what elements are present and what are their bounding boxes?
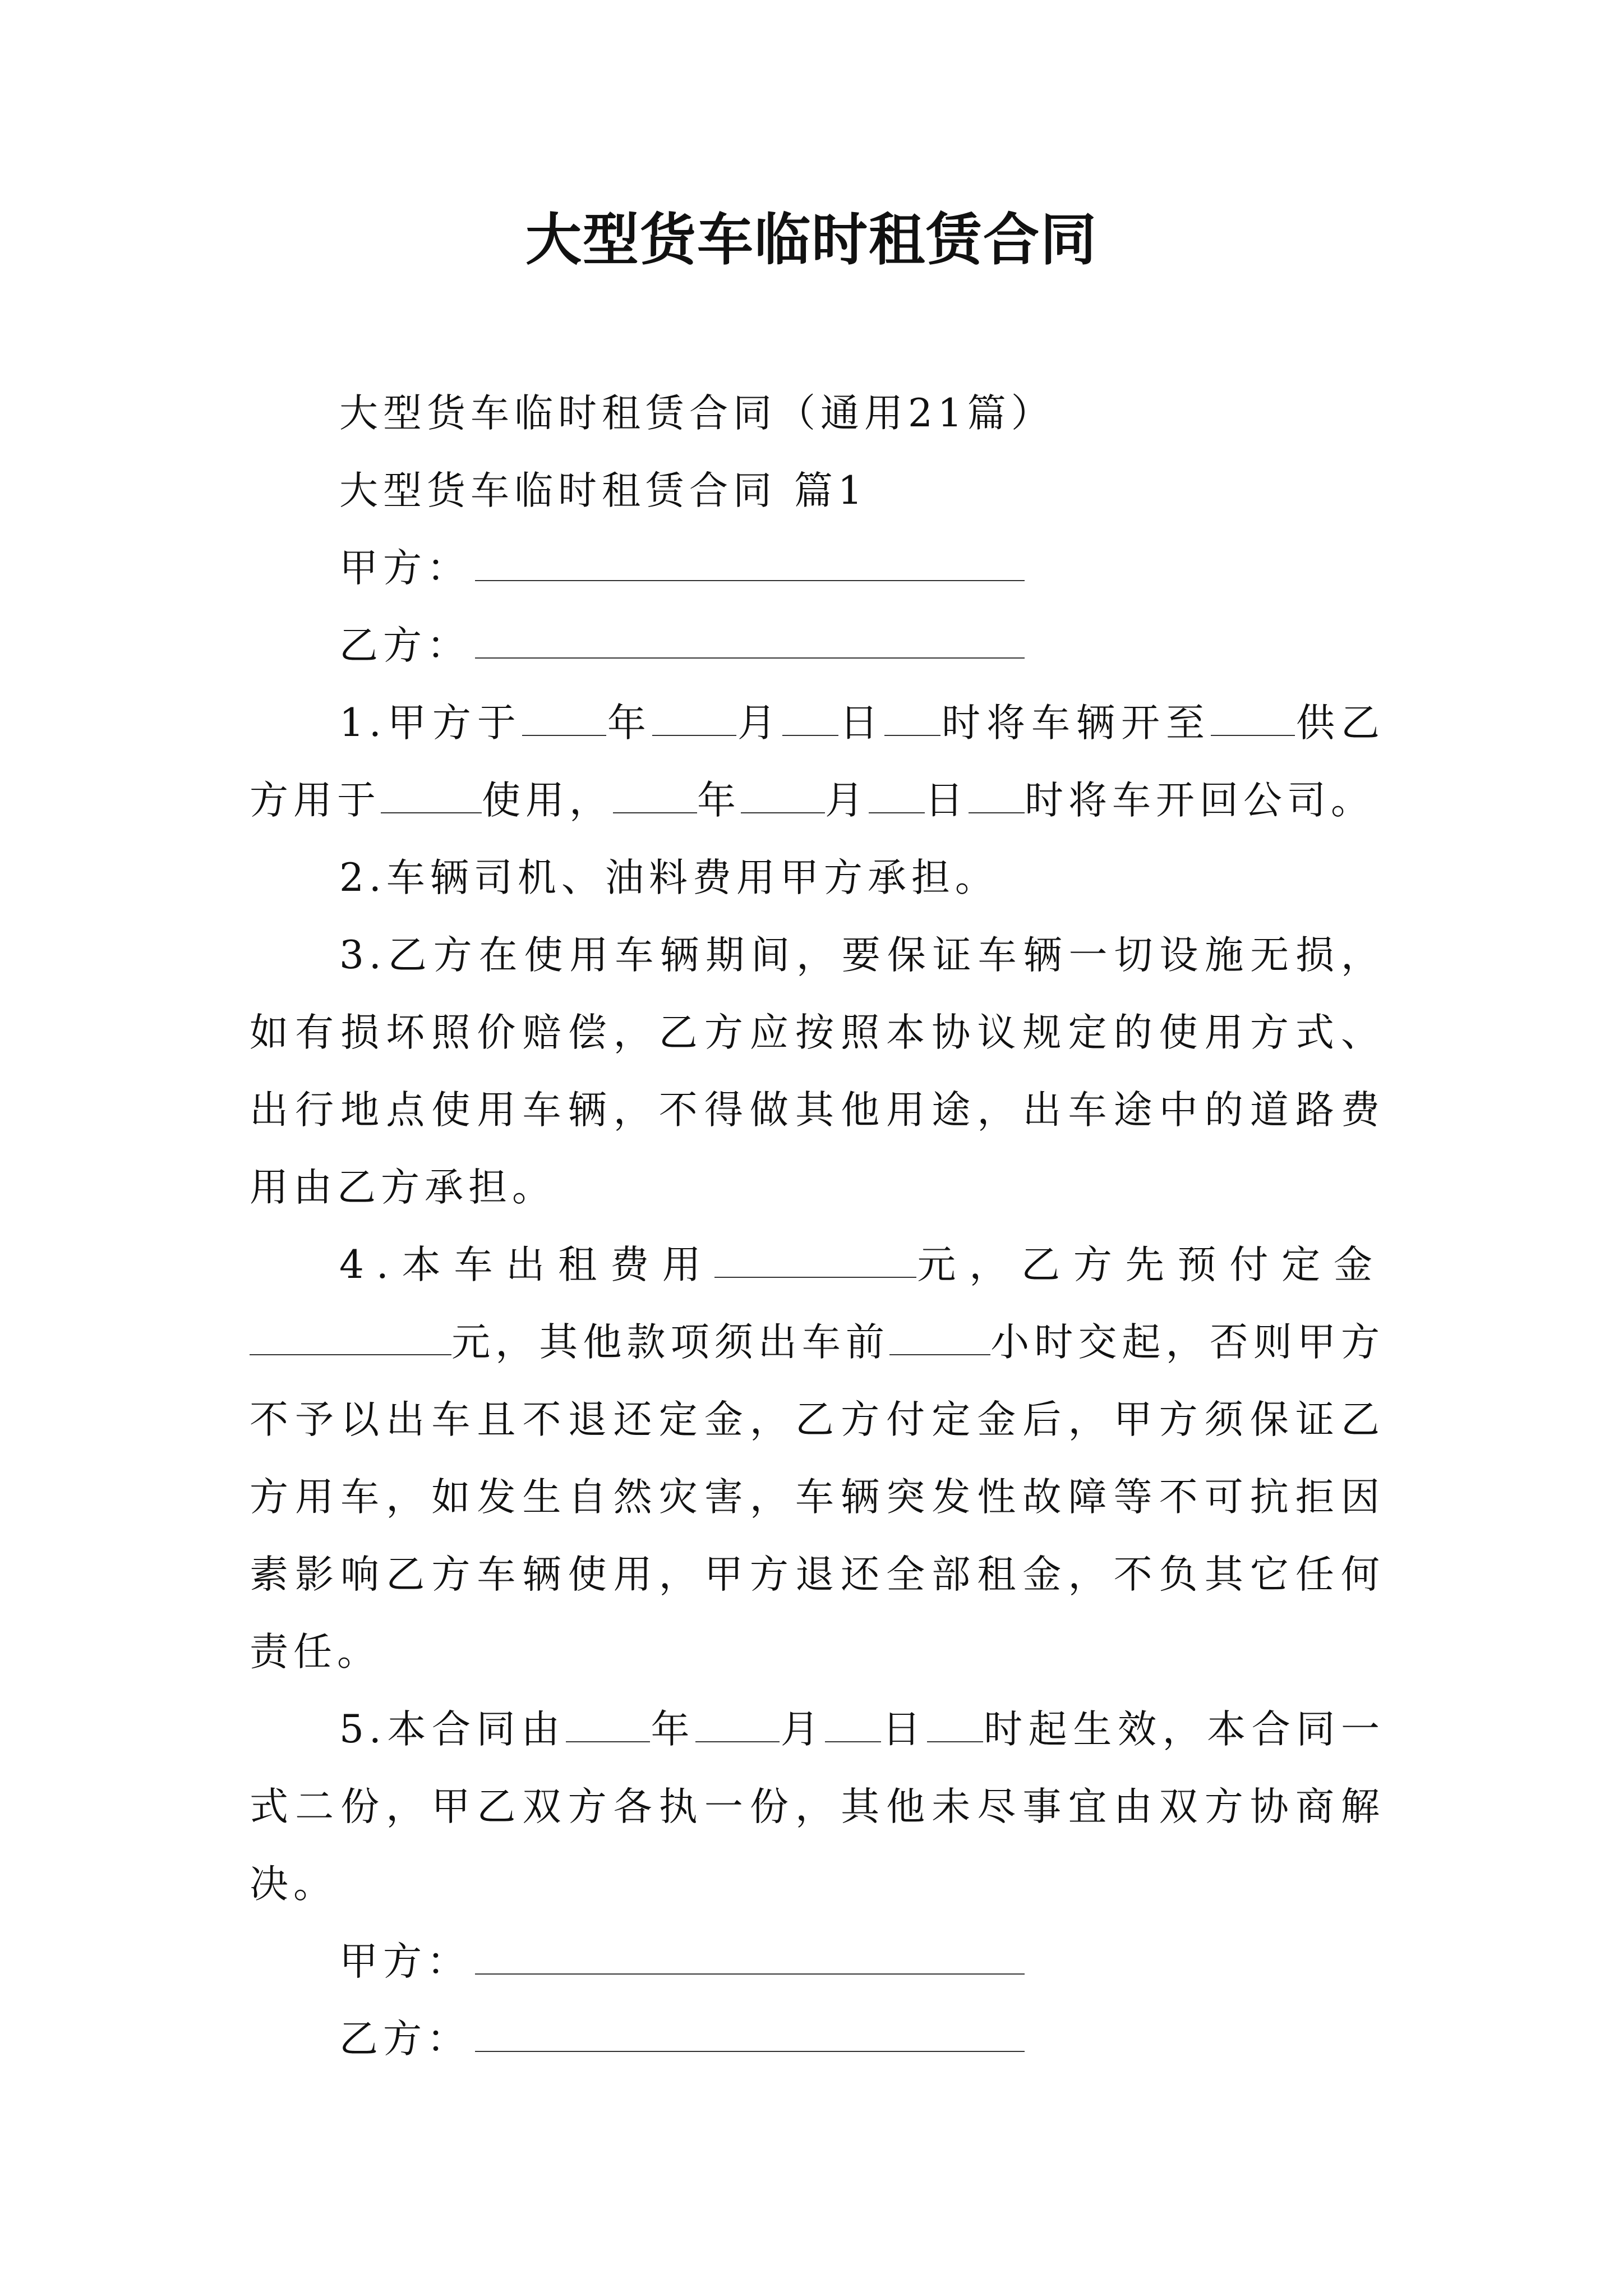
signature-party-a-label: 甲方： xyxy=(339,1939,471,1984)
blank xyxy=(782,707,838,736)
blank xyxy=(695,1713,780,1742)
party-b-line xyxy=(250,607,1385,684)
clause-1-day: 日 xyxy=(838,701,884,746)
blank xyxy=(250,1326,451,1355)
section-heading: 大型货车临时租赁合同 篇1 xyxy=(339,468,868,513)
clause-1-text: 使用， xyxy=(482,778,613,823)
clause-1-text: 时将车辆开至 xyxy=(940,701,1211,746)
blank xyxy=(741,784,825,813)
blank xyxy=(927,1713,983,1742)
blank xyxy=(381,784,482,813)
clause-1-year: 年 xyxy=(606,701,652,746)
clause-5-day: 日 xyxy=(881,1707,927,1752)
blank xyxy=(869,784,925,813)
clause-3: 3.乙方在使用车辆期间，要保证车辆一切设施无损，如有损坏照价赔偿，乙方应按照本协议规定的使用方式、出行地点使用车辆，不得做其他用途，出车途中的道路费用由乙方承担。 xyxy=(250,933,1385,1210)
signature-party-b-label: 乙方： xyxy=(339,2017,471,2062)
blank xyxy=(969,784,1025,813)
clause-4-text: 小时交起，否则甲方不予以出车且不退还定金，乙方付定金后，甲方须保证乙方用车，如发生自然灾害，车辆突发性故障等不可抗拒因素影响乙方车辆使用，甲方退还全部租金，不负其它任何责任。 xyxy=(250,1320,1385,1674)
clause-1-month: 月 xyxy=(825,778,869,823)
blank xyxy=(714,1249,916,1278)
clause-2: 2.车辆司机、油料费用甲方承担。 xyxy=(339,855,999,900)
clause-4-text: 元，其他款项须出车前 xyxy=(451,1320,890,1365)
blank xyxy=(825,1713,881,1742)
clause-1-text: 时将车开回公司。 xyxy=(1025,778,1375,823)
blank xyxy=(1211,707,1295,736)
blank xyxy=(613,784,697,813)
clause-5-year: 年 xyxy=(649,1707,696,1752)
signature-party-a xyxy=(250,1923,1385,2000)
blank xyxy=(566,1713,650,1742)
document-body xyxy=(250,375,1385,2078)
clause-1-text: 供乙方用于 xyxy=(250,701,1385,823)
blank xyxy=(522,707,606,736)
clause-4 xyxy=(250,1226,1385,1691)
clause-4-text: 4.本车出租费用 xyxy=(339,1243,714,1287)
clause-5-text: 5.本合同由 xyxy=(339,1707,566,1752)
signature-party-b-blank xyxy=(475,2023,1025,2052)
party-b-blank xyxy=(475,629,1025,659)
party-a-label: 甲方： xyxy=(339,546,471,591)
document-title: 大型货车临时租赁合同 xyxy=(525,206,1098,273)
clause-1-day: 日 xyxy=(925,778,969,823)
party-b-label: 乙方： xyxy=(339,623,471,668)
clause-1-year: 年 xyxy=(697,778,741,823)
document-subtitle: 大型货车临时租赁合同（通用21篇） xyxy=(339,391,1055,436)
clause-5-month: 月 xyxy=(780,1707,826,1752)
signature-party-a-blank xyxy=(475,1945,1025,1975)
party-a-line xyxy=(250,530,1385,607)
clause-1 xyxy=(250,684,1385,839)
signature-party-b xyxy=(250,2000,1385,2078)
clause-1-text: 1.甲方于 xyxy=(339,701,522,746)
clause-5 xyxy=(250,1691,1385,1923)
clause-4-text: 元，乙方先预付定金 xyxy=(916,1243,1385,1287)
clause-5-text: 时起生效，本合同一式二份，甲乙双方各执一份，其他未尽事宜由双方协商解决。 xyxy=(250,1707,1385,1907)
blank xyxy=(889,1326,990,1355)
clause-1-month: 月 xyxy=(736,701,782,746)
blank xyxy=(652,707,736,736)
blank xyxy=(884,707,940,736)
party-a-blank xyxy=(475,552,1025,581)
